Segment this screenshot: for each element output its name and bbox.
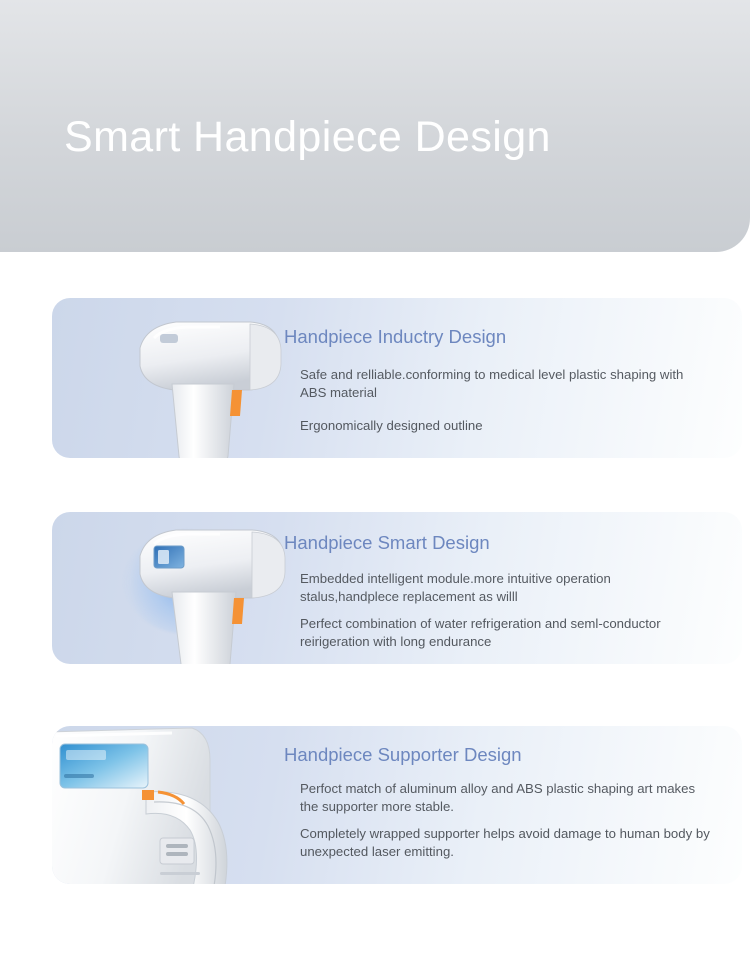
machine-illustration-svg xyxy=(52,726,292,884)
handpiece-illustration-svg xyxy=(110,514,310,664)
card-bullet-1: Safe and relliable.conforming to medical level plastic shaping with ABS material xyxy=(300,367,684,400)
feature-card-handpiece-smart-design xyxy=(52,512,742,664)
card-bullet-2: Ergonomically designed outline xyxy=(300,418,483,433)
card-bullet-2: Perfect combination of water refrigeration and seml-conductor reirigeration with long endurance xyxy=(300,616,661,649)
page-header-banner xyxy=(0,0,750,252)
card-title: Handpiece Smart Design xyxy=(284,532,490,553)
laser-machine-supporter-photo xyxy=(52,726,292,884)
card-bullet-1: Perfoct match of aluminum alloy and ABS plastic shaping art makes the supporter more stable. xyxy=(300,781,696,814)
card-bullet-2: Completely wrapped supporter helps avoid damage to human body by unexpected laser emitting. xyxy=(300,826,710,859)
laser-handpiece-photo xyxy=(102,304,302,458)
card-title: Handpiece Supporter Design xyxy=(284,744,522,765)
feature-card-handpiece-inductry-design xyxy=(52,298,742,458)
card-title: Handpiece Inductry Design xyxy=(284,326,507,347)
laser-handpiece-glow-photo xyxy=(110,514,310,664)
handpiece-illustration-svg xyxy=(102,304,302,458)
card-bullet-1: Embedded intelligent module.more intuitive operation stalus,handplece replacement as willl xyxy=(300,571,611,604)
page-title: Smart Handpiece Design xyxy=(64,113,551,161)
feature-card-handpiece-supporter-design xyxy=(52,726,742,884)
